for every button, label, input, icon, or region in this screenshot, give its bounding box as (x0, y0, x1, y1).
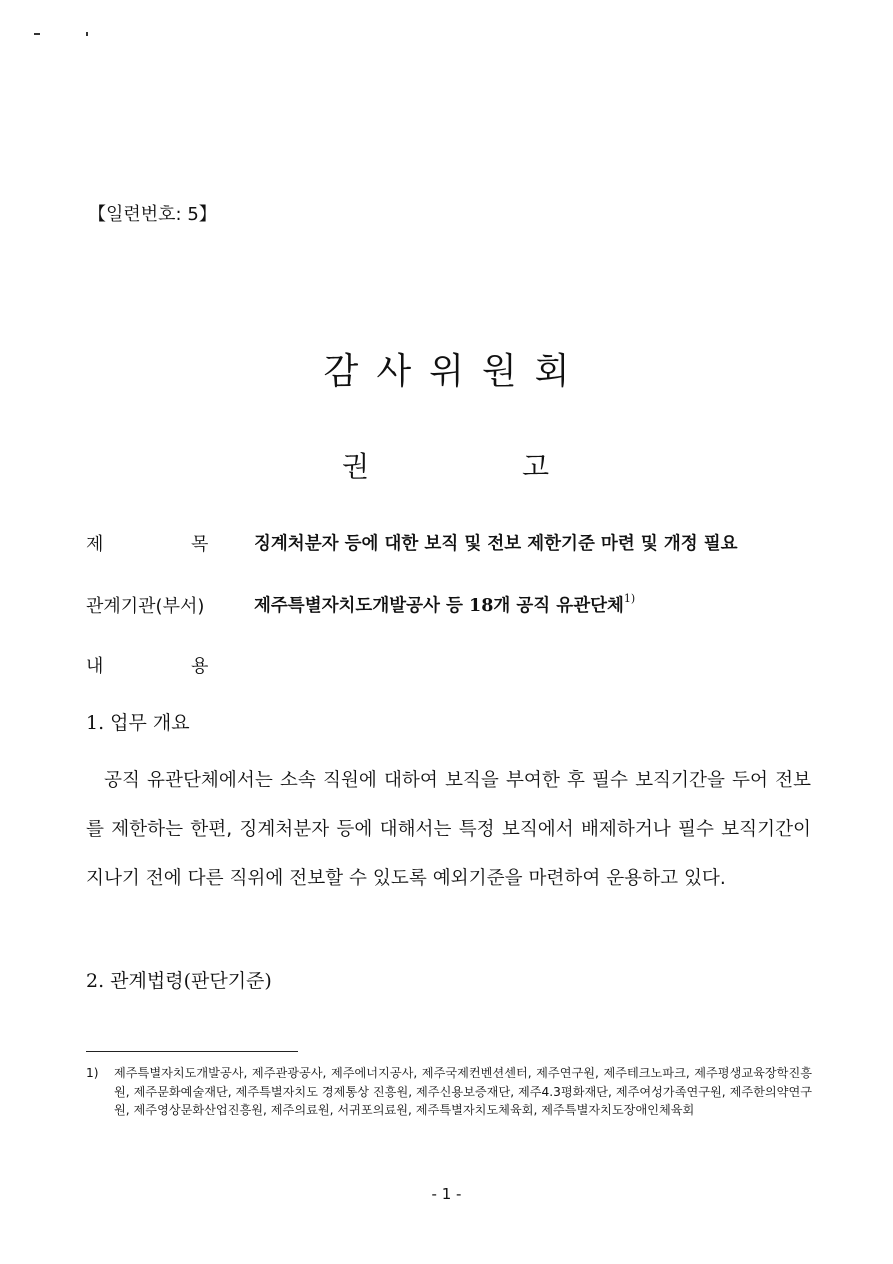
agency-label: 관계기관(부서) (86, 596, 205, 617)
agency-value-wrap (254, 592, 635, 617)
document-type (0, 445, 893, 485)
subject-label-2: 목 (191, 534, 209, 555)
section-2-heading: 2. 관계법령(판단기준) (86, 970, 272, 992)
subject-value: 징계처분자 등에 대한 보직 및 전보 제한기준 마련 및 개정 필요 (254, 534, 738, 554)
content-label-2: 용 (191, 656, 209, 677)
serial-number: 【일련번호: 5】 (88, 204, 217, 225)
footnote-text: 제주특별자치도개발공사, 제주관광공사, 제주에너지공사, 제주국제컨벤션센터, 제주연구원, 제주테크노파크, 제주평생교육장학진흥원, 제주문화예술재단, 제주특별자치도 경제통상 진흥원, 제주신용보증재단, 제주4.3평화재단, 제주여성가족연구원, 제주한의약연구원, 제주영상문화산업진흥원, 제주의료원, 서귀포의료원, 제주특별자치도체육회, 제주특별자치도장애인체육회 (114, 1066, 812, 1117)
agency-value: 제주특별자치도개발공사 등 18개 공직 유관단체 (254, 596, 624, 616)
scan-mark-1 (34, 33, 40, 35)
footnote-divider (86, 1051, 298, 1052)
document-type-char-2: 고 (522, 450, 550, 483)
scan-mark-2 (86, 32, 88, 36)
section-1-body: 공직 유관단체에서는 소속 직원에 대하여 보직을 부여한 후 필수 보직기간을 두어 전보를 제한하는 한편, 징계처분자 등에 대해서는 특정 보직에서 배제하거나 필수 보직기간이 지나기 전에 다른 직위에 전보할 수 있도록 예외기준을 마련하여 운용하고 있다. (86, 770, 811, 889)
footnote-ref[interactable]: 1) (623, 592, 636, 605)
footnote-mark: 1) (86, 1066, 99, 1080)
document-type-char-1: 권 (342, 450, 370, 483)
section-1-heading: 1. 업무 개요 (86, 712, 190, 734)
page-number: - 1 - (431, 1185, 462, 1203)
content-label-1: 내 (86, 656, 104, 677)
organization-title: 감사위원회 (323, 351, 588, 392)
subject-label-1: 제 (86, 534, 104, 555)
